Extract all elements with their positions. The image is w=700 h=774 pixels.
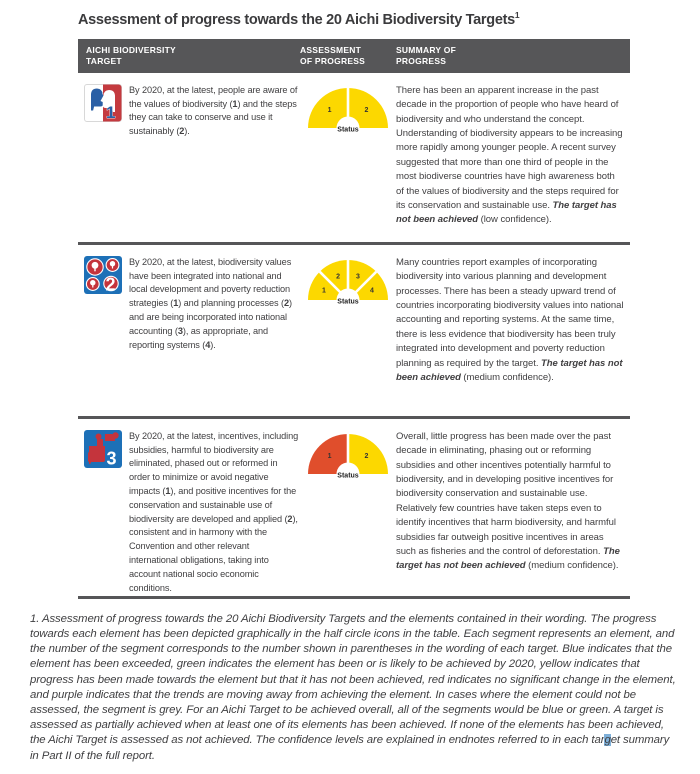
svg-text:3: 3 xyxy=(106,448,117,468)
header-assessment: ASSESSMENT OF PROGRESS xyxy=(300,44,366,67)
page-title-text: Assessment of progress towards the 20 Aichi Biodiversity Targets xyxy=(78,11,515,28)
footnote: 1. Assessment of progress towards the 20 Aichi Biodiversity Targets and the elements contained in their wording. The progress towards each element has been depicted graphically in the half circle icons in the table. Each segment represents an element, and the number of the segment corresponds to the number shown in parentheses in the wording of each target. Blue indicates that the element has been exceeded, green indicates the element has been or is likely to be achieved by 2020, yellow indicates that progress has been made towards the element but that it has not been achieved, red indicates no significant change in the element, and purple indicates that the trends are moving away from achieving the element. In cases where the element could not be assessed, the segment is grey. For an Aichi Target to be achieved overall, all of the segments would be blue or green. A target is assessed as partially achieved when at least one of its elements has been achieved. If none of the elements has been achieved, the Aichi Target is assessed as not achieved. The confidence levels are explained in endnotes referred to in each target summary in Part II of the full report. xyxy=(30,612,676,762)
target-1-text: By 2020, at the latest, people are aware of the values of biodiversity (1) and the steps they can take to conserve and use it sustainably (2). xyxy=(129,84,298,137)
target-1-profile-faces-icon xyxy=(84,84,122,122)
assessment-table xyxy=(78,39,630,599)
target-2-cell xyxy=(78,256,300,416)
target-3-assessment-cell xyxy=(300,430,396,596)
not-achieved-phrase: The target has not been achieved xyxy=(396,357,623,384)
svg-text:1: 1 xyxy=(106,102,116,122)
svg-text:2: 2 xyxy=(364,107,369,115)
target-3-text: By 2020, at the latest, incentives, including subsidies, harmful to biodiversity are eliminated, phased out or reformed in order to minimize or avoid negative impacts (1), and positive incentives for the conservation and sustainable use of biodiversity are developed and applied (2), consistent and in harmony with the Convention and other relevant international obligations, taking into account national socio economic conditions. xyxy=(129,430,299,593)
target-3-status-gauge xyxy=(306,432,390,480)
target-3-cell xyxy=(78,430,300,596)
target-1-summary-text: There has been an apparent increase in the past decade in the proportion of people who have heard of biodiversity and who understand the concept. Understanding of biodiversity appears to be increasing more rapidly among younger people. A recent survey suggested that more than one third of people in the most biodiverse countries have high awareness both of the values of biodiversity and the steps required for its conservation and sustainable use. The target has not been achieved (low confidence). xyxy=(396,84,623,226)
target-1-status-gauge xyxy=(306,86,390,134)
svg-text:4: 4 xyxy=(370,287,374,295)
target-2-assessment-cell xyxy=(300,256,396,416)
header-summary: SUMMARY OF PROGRESS xyxy=(396,44,457,67)
svg-text:1: 1 xyxy=(327,453,332,461)
table-header-row xyxy=(78,39,630,73)
not-achieved-phrase: The target has not been achieved xyxy=(396,200,617,226)
target-3-incentives-icon xyxy=(84,430,122,468)
title-footnote-ref: 1 xyxy=(514,10,520,20)
svg-text:Status: Status xyxy=(337,298,359,306)
not-achieved-phrase: The target has not been achieved xyxy=(396,546,620,572)
svg-text:1: 1 xyxy=(322,287,326,295)
svg-text:Status: Status xyxy=(337,126,359,134)
target-2-text: By 2020, at the latest, biodiversity values have been integrated into national and local development and poverty reduction strategies (1) and planning processes (2) and are being incorporated into national accounting (3), as appropriate, and reporting systems (4). xyxy=(129,256,292,350)
target-1-cell xyxy=(78,84,300,242)
target-2-trees-icon xyxy=(84,256,122,294)
target-2-status-gauge xyxy=(306,258,390,306)
table-row-target-1 xyxy=(78,73,630,245)
table-row-target-3 xyxy=(78,419,630,599)
svg-text:2: 2 xyxy=(336,273,341,281)
target-1-summary-cell xyxy=(396,84,630,242)
svg-text:3: 3 xyxy=(355,273,360,281)
svg-text:Status: Status xyxy=(337,472,359,480)
page-title xyxy=(0,0,700,28)
svg-text:2: 2 xyxy=(105,274,116,294)
target-3-summary-cell xyxy=(396,430,630,596)
target-2-summary-cell xyxy=(396,256,630,416)
target-2-summary-text: Many countries report examples of incorporating biodiversity into various planning and development processes. There has been a steady upward trend of countries incorporating biodiversity values into national accounting and reporting systems. At the same time, there is less evidence that biodiversity has been truly integrated into development and poverty reduction planning as required by the target. The target has not been achieved (medium confidence). xyxy=(396,256,624,384)
target-3-summary-text: Overall, little progress has been made over the past decade in eliminating, phasing out or reforming subsidies and other incentives potentially harmful to biodiversity, and in developing positive incentives for biodiversity conservation and sustainable use. Relatively few countries have taken steps even to identify incentives that harm biodiversity, and harmful subsidies far outweigh positive incentives in areas such as fisheries and the control of deforestation. The target has not been achieved (medium confidence). xyxy=(396,430,620,572)
svg-text:2: 2 xyxy=(364,453,369,461)
target-1-assessment-cell xyxy=(300,84,396,242)
svg-text:1: 1 xyxy=(327,107,332,115)
header-aichi-target: AICHI BIODIVERSITY TARGET xyxy=(86,44,176,67)
table-row-target-2 xyxy=(78,245,630,419)
text-selection-highlight: g xyxy=(604,734,611,747)
